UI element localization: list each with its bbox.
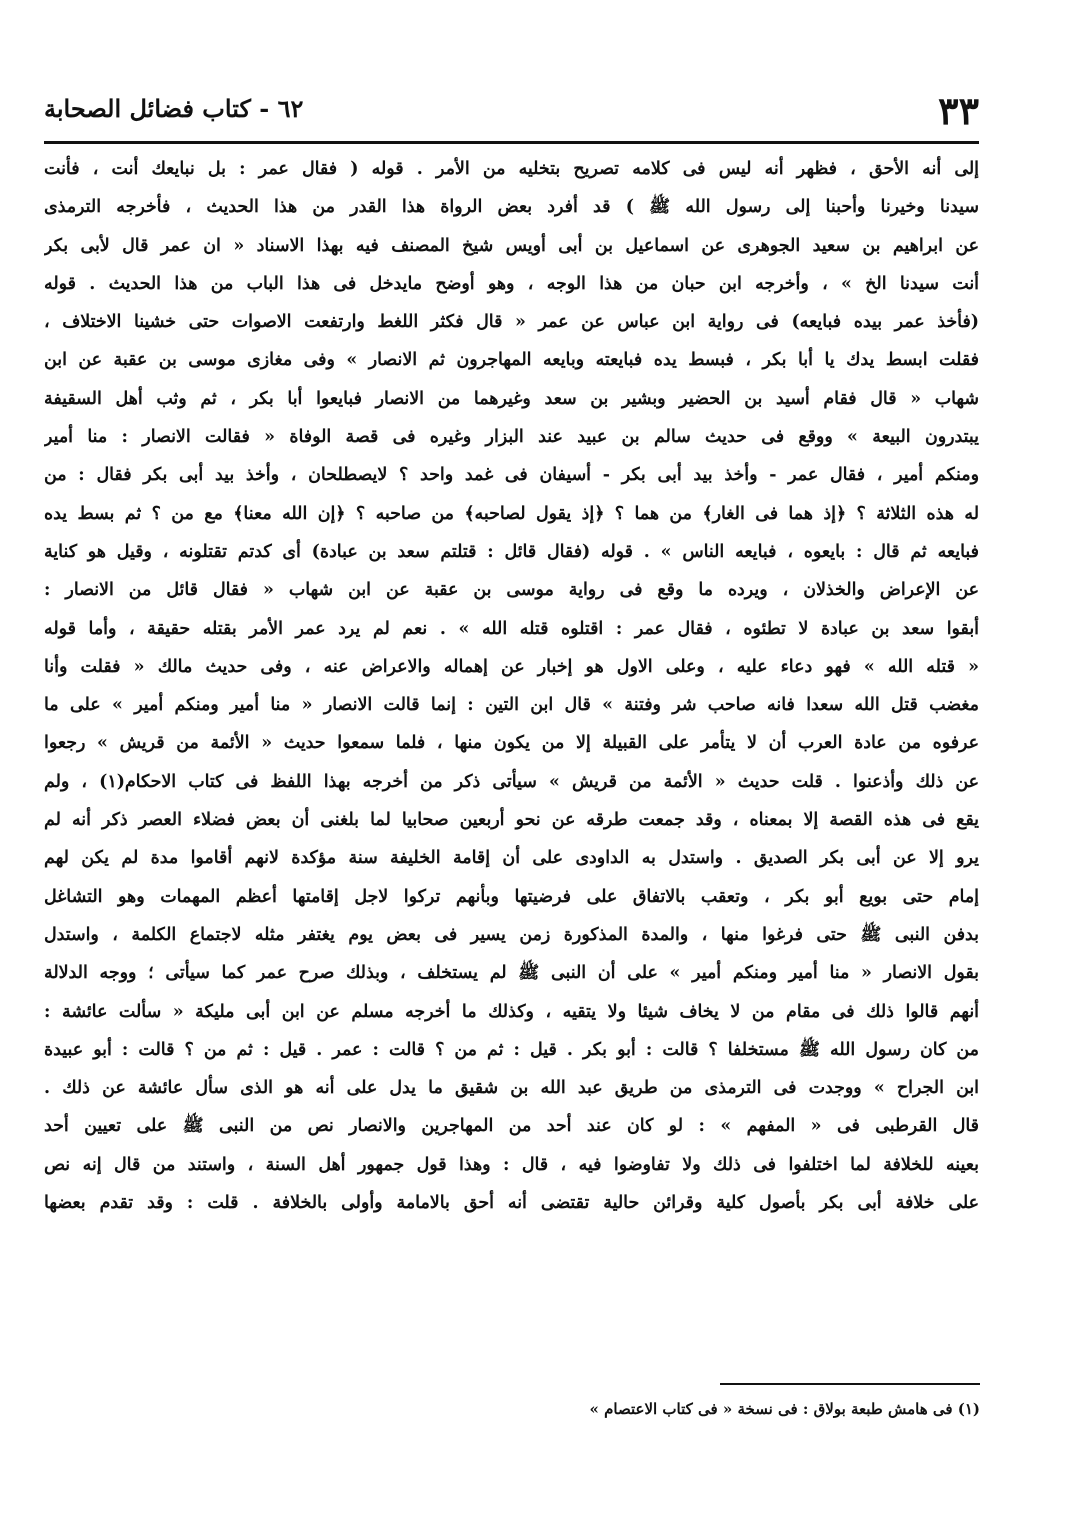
text-line: « قتله الله » فهو دعاء عليه ، وعلى الاول هو إخبار عن إهماله والاعراض عنه ، وفى حديث مالك « فقلت وأنا (44, 656, 979, 677)
text-line: فقلت ابسط يدك يا أبا بكر ، فبسط يده فبايعته وبايعه المهاجرون ثم الانصار » وفى مغازى موسى بن عقبة عن ابن (44, 350, 979, 371)
text-line: عرفوه من عادة العرب أن لا يتأمر على القبيلة إلا من يكون منها ، فلما سمعوا حديث « الأئمة من قريش » رجعوا (44, 733, 979, 754)
text-line: عن ابراهيم بن سعيد الجوهرى عن اسماعيل بن أبى أويس شيخ المصنف فيه بهذا الاسناد « ان عمر قال لأبى بكر (44, 235, 979, 256)
text-line: بعينه للخلافة لما اختلفوا فى ذلك ولا تفاوضوا فيه ، قال : وهذا قول جمهور أهل السنة ، واستند من قال إنه نص (44, 1154, 979, 1175)
text-line: شهاب « قال فقام أسيد بن الحضير وبشير بن سعد وغيرهما من الانصار فبايعوا أبا بكر ، ثم وثب أهل السقيفة (44, 388, 979, 409)
footnote: (١) فى هامش طبعة بولاق : فى نسخة « فى كتاب الاعتصام » (589, 1400, 980, 1418)
text-line: (فأخذ عمر بيده فبايعه) فى رواية ابن عباس عن عمر « قال فكثر اللغط وارتفعت الاصوات حتى خشينا الاختلاف ، (44, 312, 979, 333)
text-line: أنهم قالوا ذلك فى مقام من لا يخاف شيئا ولا يتقيه ، وكذلك ما أخرجه مسلم عن ابن أبى مليكة « سألت عائشة : (44, 1001, 979, 1022)
text-line: على خلافة أبى بكر بأصول كلية وقرائن حالية تقتضى أنه أحق بالامامة وأولى بالخلافة . قلت : وقد تقدم بعضها (44, 1193, 979, 1214)
page-number: ٣٣ (938, 88, 979, 133)
text-line: قال القرطبى فى « المفهم » : لو كان عند أحد من المهاجرين والانصار نص من النبى ﷺ على تعيين أحد (44, 1116, 979, 1137)
text-line: بقول الانصار « منا أمير ومنكم أمير » على أن النبى ﷺ لم يستخلف ، وبذلك صرح عمر كما سيأتى ؛ ووجه الدلالة (44, 963, 979, 984)
body-text (44, 150, 979, 1337)
text-line: يرو إلا عن أبى بكر الصديق . واستدل به الداودى على أن إقامة الخليفة سنة مؤكدة لانهم أقاموا مدة لم يكن لهم (44, 848, 979, 869)
text-line (44, 1222, 979, 1260)
text-line: يبتدرون البيعة » ووقع فى حديث سالم بن عبيد عند البزار وغيره فى قصة الوفاة « فقالت الانصار : منا أمير (44, 427, 979, 448)
text-line: إلى أنه الأحق ، فظهر أنه ليس فى كلامه تصريح بتخليه من الأمر . قوله ( فقال عمر : بل نبايعك أنت ، فأنت (44, 159, 979, 179)
running-title: ٦٢ - كتاب فضائل الصحابة (44, 94, 304, 123)
text-line (44, 1261, 979, 1299)
text-line: ابن الجراح » ووجدت فى الترمذى من طريق عبد الله بن شقيق ما يدل على أنه هو الذى سأل عائشة عن ذلك . (44, 1078, 979, 1099)
text-line: من كان رسول الله ﷺ مستخلفا ؟ قالت : أبو بكر . قيل : ثم من ؟ قالت : عمر . قيل : ثم من ؟ قالت : أبو عبيدة (44, 1039, 979, 1060)
text-line: إمام حتى بويع أبو بكر ، وتعقب بالاتفاق على فرضيتها وبأنهم تركوا لاجل إقامتها أعظم المهمات وهو التشاغل (44, 886, 979, 907)
text-line: فبايعه ثم قال : بايعوه ، فبايعه الناس » . قوله (فقال قائل : قتلتم سعد بن عبادة) أى كدتم تقتلونه ، وقيل هو كناية (44, 541, 979, 562)
text-line: بدفن النبى ﷺ حتى فرغوا منها ، والمدة المذكورة زمن يسير فى بعض يوم يغتفر مثله لاجتماع الكلمة ، واستدل (44, 924, 979, 945)
text-line: ومنكم أمير ، فقال عمر - وأخذ بيد أبى بكر - أسيفان فى غمد واحد ؟ لايصطلحان ، وأخذ بيد أبى بكر فقال : من (44, 465, 979, 486)
text-line: عن ذلك وأذعنوا . قلت حديث « الأئمة من قريش » سيأتى ذكر من أخرجه بهذا اللفظ فى كتاب الاحكام(١) ، ولم (44, 771, 979, 792)
text-line (44, 1299, 979, 1337)
text-line: يقع فى هذه القصة إلا بمعناه ، وقد جمعت طرقه عن نحو أربعين صحابيا لما بلغنى أن بعض فضلاء العصر ذكر أنه لم (44, 810, 979, 831)
text-line: عن الإعراض والخذلان ، ويرده ما وقع فى رواية موسى بن عقبة عن ابن شهاب « فقال قائل من الانصار : (44, 580, 979, 601)
text-line: سيدنا وخيرنا وأحبنا إلى رسول الله ﷺ ) قد أفرد بعض الرواة هذا القدر من هذا الحديث ، فأخرجه الترمذى (44, 197, 979, 218)
header-rule (44, 141, 979, 144)
text-line: مغضب قتل الله سعدا فانه صاحب شر وفتنة » قال ابن التين : إنما قالت الانصار « منا أمير ومنكم أمير » على ما (44, 695, 979, 716)
page-header (44, 88, 979, 138)
footnote-rule (720, 1383, 980, 1385)
text-line: أبقوا سعد بن عبادة لا تطئوه ، فقال عمر : اقتلوه قتله الله » . نعم لم يرد عمر الأمر بقتله حقيقة ، وأما قوله (44, 618, 979, 639)
text-line: أنت سيدنا الخ » ، وأخرجه ابن حبان من هذا الوجه ، وهو أوضح مايدخل فى هذا الباب من هذا الحديث . قوله (44, 273, 979, 294)
text-line: له هذه الثلاثة ؟ ﴿إذ هما فى الغار﴾ من هما ؟ ﴿إذ يقول لصاحبه﴾ من صاحبه ؟ ﴿إن الله معنا﴾ مع من ؟ ثم بسط يده (44, 503, 979, 524)
